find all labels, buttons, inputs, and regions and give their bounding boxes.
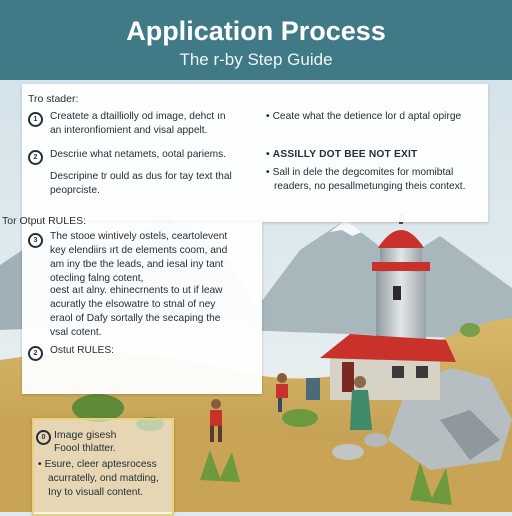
intro-note-line-1: Descripine tr ould as dus for tay text thal bbox=[50, 171, 232, 182]
intro-note-line-2: peoprciste. bbox=[50, 185, 100, 196]
ostut-rules-label: Ostut RULES: bbox=[50, 345, 114, 356]
right-item-2-line-2: readers, no pesallmetunging theis context. bbox=[274, 181, 466, 192]
step-1-line-1: Createte a dtailliolly od image, dehct ın bbox=[50, 111, 226, 122]
footer-line-2: acurratelly, ond matding, bbox=[48, 473, 159, 484]
rule-line: eraol of Dafy sortally the secaping the bbox=[50, 313, 221, 324]
right-item-2-line-1: • Sall in dele the degcomites for momibtal bbox=[266, 167, 454, 178]
intro-heading: Tro stader: bbox=[28, 93, 79, 105]
right-caps-heading: • ASSILLY DOT BEE NOT EXIT bbox=[266, 149, 418, 160]
footer-heading: Image gisesh bbox=[54, 429, 117, 441]
header-banner bbox=[0, 0, 512, 80]
output-rules-panel bbox=[2, 215, 262, 394]
footer-line-3: Iny to visuall content. bbox=[48, 487, 144, 498]
step-2-line-1: Descriıe what netamets, ootal pariems. bbox=[50, 149, 227, 160]
step-number-badge: 3 bbox=[28, 233, 43, 248]
image-guidance-panel bbox=[32, 418, 174, 516]
footer-line-1: Foool thlatter. bbox=[54, 443, 116, 454]
rule-line: key elendiirs ırt de elements coom, and bbox=[50, 245, 228, 256]
rule-line: The stooe wintively ostels, ceartolevent bbox=[50, 231, 228, 242]
step-number-badge: 2 bbox=[28, 346, 43, 361]
rule-line: oest aıt alny. ehinecrnents to ut if leaw bbox=[50, 285, 223, 296]
step-number-badge: 1 bbox=[28, 112, 43, 127]
output-rules-heading: Tor Otput RULES: bbox=[2, 215, 87, 227]
page-title: Application Process bbox=[126, 16, 386, 46]
step-number-badge: 2 bbox=[28, 150, 43, 165]
right-item-1: • Ceate what the detience lor d aptal opirge bbox=[266, 111, 462, 122]
rule-line: vsal cotent. bbox=[50, 327, 102, 338]
step-number-badge: 0 bbox=[36, 430, 51, 445]
rule-line: otecling falng cotent, bbox=[50, 273, 144, 284]
rule-line: am iny tbe the leads, and iesal iny tant bbox=[50, 259, 224, 270]
rule-line: acuratly the elsowatre to stnal of ney bbox=[50, 299, 216, 310]
page-subtitle: The r-by Step Guide bbox=[179, 50, 333, 69]
lighthouse-tower bbox=[376, 270, 426, 340]
step-1-line-2: an interonfiomient and visal appelt. bbox=[50, 125, 208, 136]
intro-panel bbox=[22, 84, 488, 222]
footer-bullet: • Esure, cleer aptesrocess bbox=[38, 459, 157, 470]
